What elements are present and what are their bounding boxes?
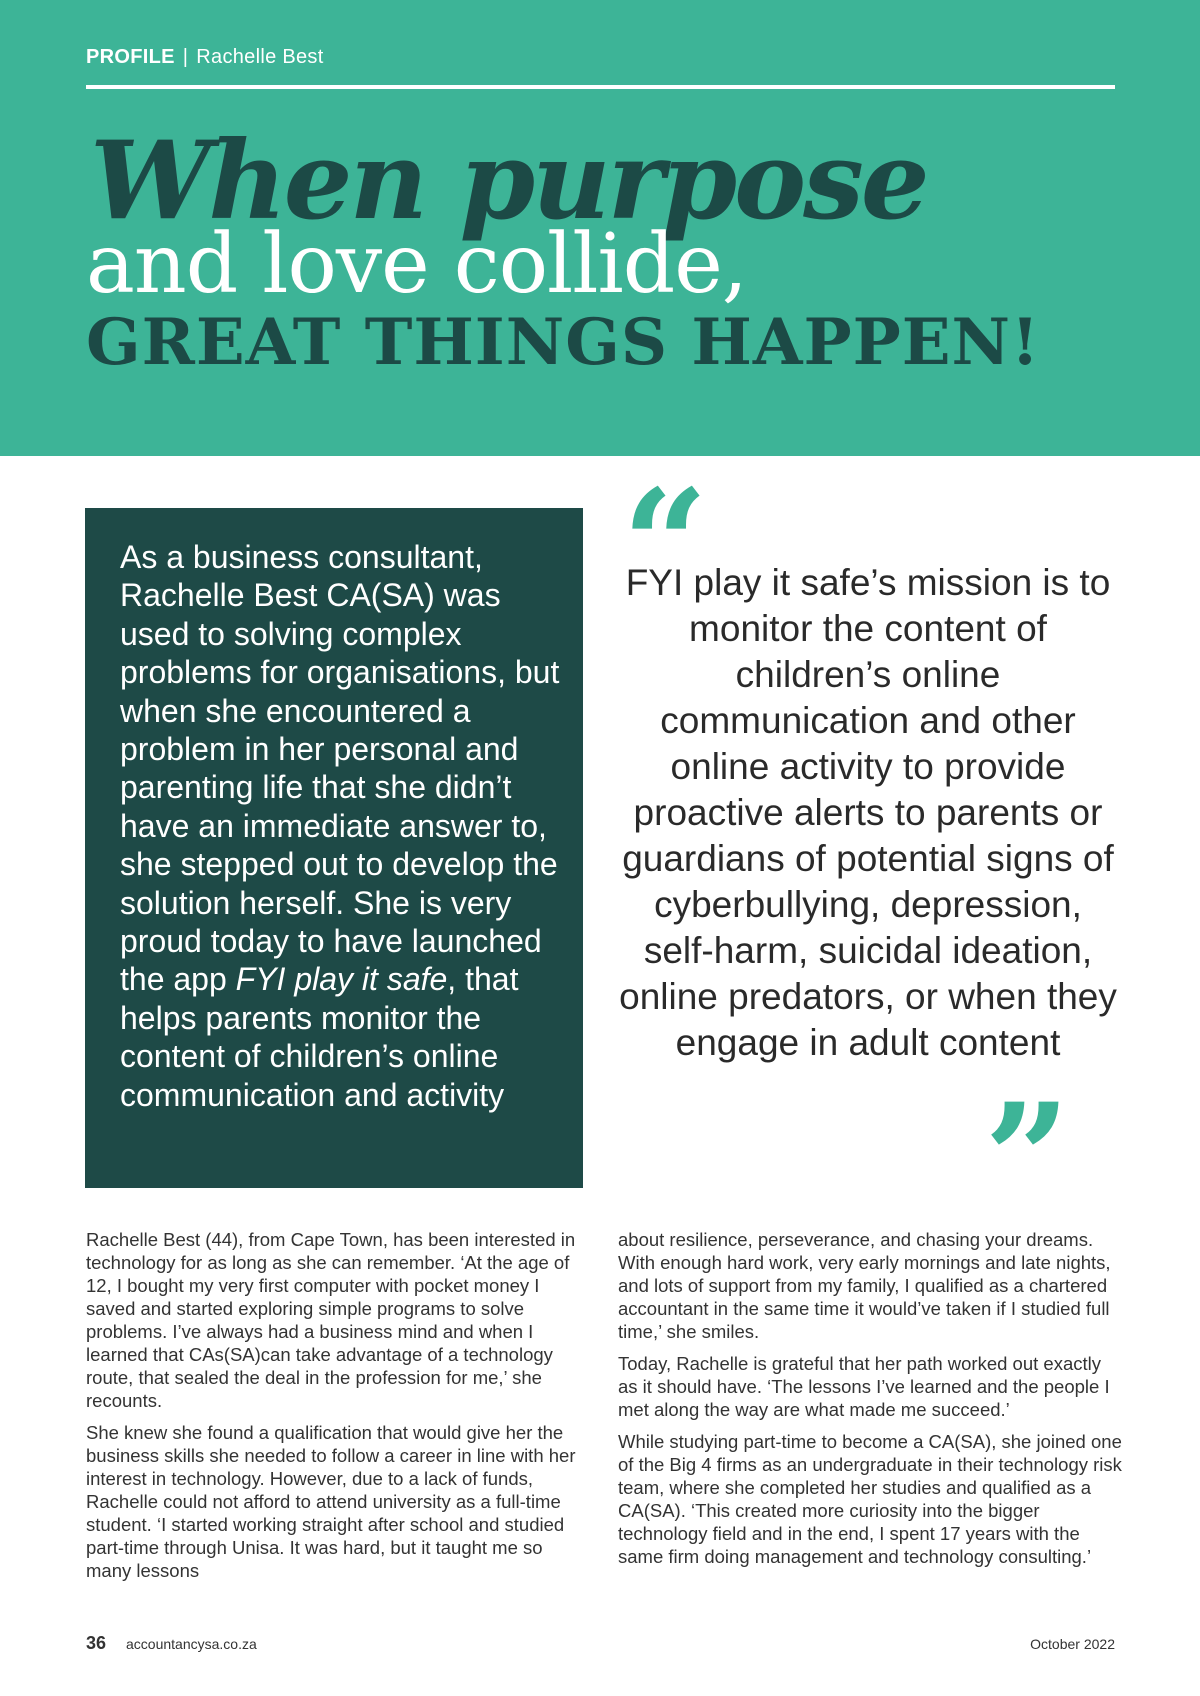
body-column-left (86, 1228, 576, 1591)
body-paragraph: Today, Rachelle is grateful that her path worked out exactly as it should have. ‘The lessons I’ve learned and the people I met along the way are what made me succeed.’ (618, 1353, 1110, 1420)
section-kicker (86, 46, 324, 69)
kicker-separator: | (182, 46, 189, 68)
intro-text-part-2: , that helps parents monitor the content of children’s online communication and activity (120, 961, 519, 1113)
close-quote-icon: ” (984, 1071, 1071, 1247)
body-paragraph: She knew she found a qualification that would give her the business skills she needed to follow a career in line with her interest in technology. However, due to a lack of funds, Rachelle could not afford to attend university as a full-time student. ‘I started working straight after school and studied part-time through Unisa. It was hard, but it taught me so many lessons (86, 1422, 576, 1581)
pull-quote: FYI play it safe’s mission is to monitor the content of children’s online communication and other online activity to provide proactive alerts to parents or guardians of potential signs of cyberbullying, depression, self-harm, suicidal ideation, online predators, or when they engage in adult content (619, 562, 1117, 1063)
headline-line-2: and love collide, (86, 217, 747, 312)
intro-text (120, 538, 563, 1114)
header-rule (86, 85, 1115, 89)
issue-date: October 2022 (1030, 1636, 1115, 1652)
section-label: PROFILE (86, 46, 175, 68)
body-column-right (618, 1228, 1123, 1577)
open-quote-icon: “ (622, 457, 709, 633)
page-number: 36 (86, 1633, 107, 1653)
body-paragraph: about resilience, perseverance, and chasing your dreams. With enough hard work, very early mornings and late nights, and lots of support from my family, I qualified as a chartered accountant in the same time it would’ve taken if I studied full time,’ she smiles. (618, 1229, 1111, 1342)
hero-banner (0, 0, 1200, 456)
profile-name: Rachelle Best (196, 46, 324, 68)
headline-line-3: GREAT THINGS HAPPEN! (86, 305, 1041, 380)
intro-app-name: FYI play it safe (235, 961, 448, 998)
body-paragraph: While studying part-time to become a CA(SA), she joined one of the Big 4 firms as an undergraduate in their technology risk team, where she completed her studies and qualified as a CA(SA). ‘This created more curiosity into the bigger technology field and in the end, I spent 17 years with the same firm doing management and technology consulting.’ (618, 1431, 1122, 1567)
intro-box (85, 508, 583, 1188)
body-paragraph: Rachelle Best (44), from Cape Town, has been interested in technology for as long as she can remember. ‘At the age of 12, I bought my very first computer with pocket money I saved and started exploring simple programs to solve problems. I’ve always had a business mind and when I learned that CAs(SA)can take advantage of a technology route, that sealed the deal in the profession for me,’ she recounts. (86, 1229, 576, 1411)
website-link[interactable]: accountancysa.co.za (126, 1636, 257, 1652)
intro-text-part-1: As a business consultant, Rachelle Best CA(SA) was used to solving complex problems for organisations, but when she encountered a problem in her personal and parenting life that she didn’t have an immediate answer to, she stepped out to develop the solution herself. She is very proud today to have launched the app (120, 539, 560, 998)
headline-line-1: When purpose (90, 118, 927, 244)
